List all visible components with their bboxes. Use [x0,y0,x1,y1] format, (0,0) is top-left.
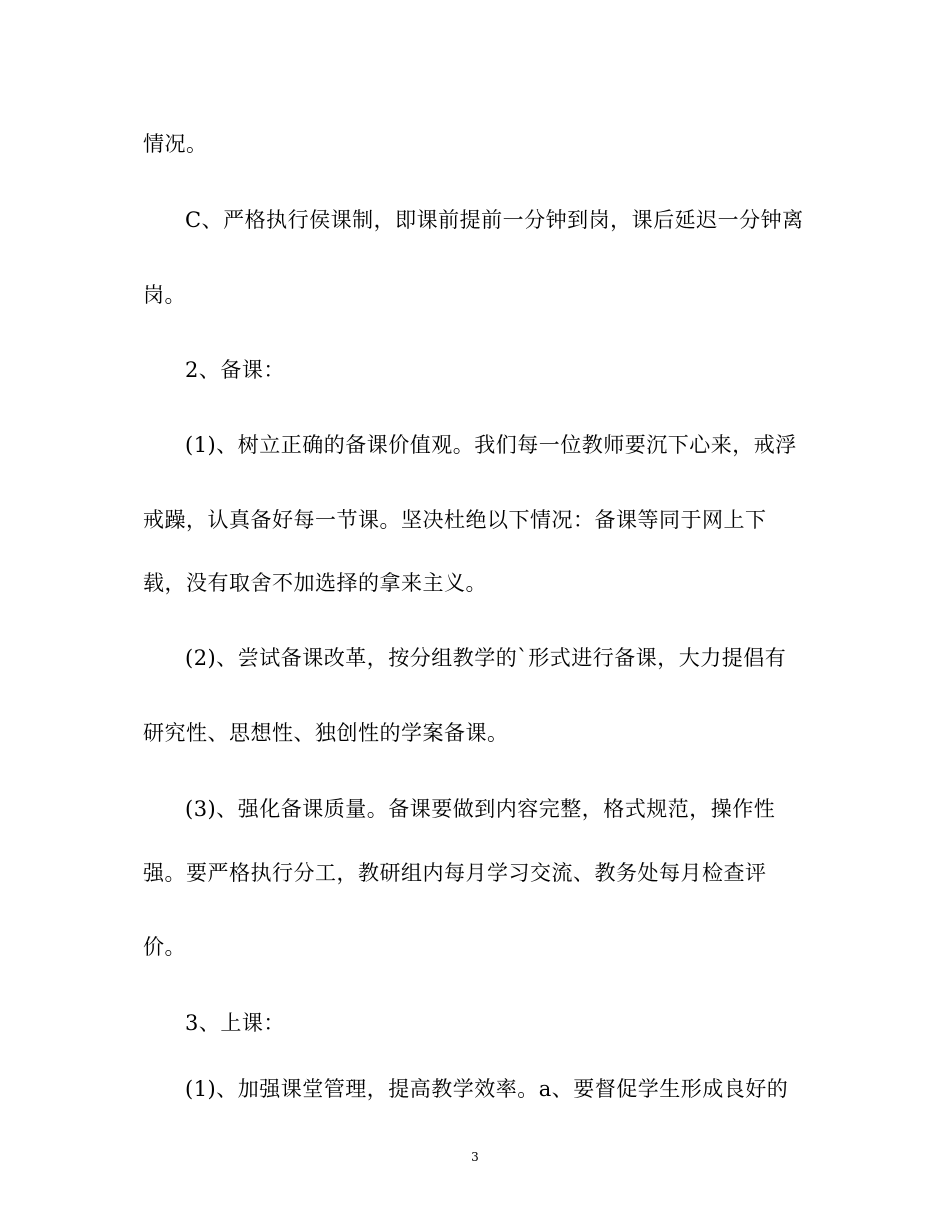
text-line: 研究性、思想性、独创性的学案备课。 [143,721,509,745]
section-heading: 2、备课： [185,358,285,382]
text-line: (3)、强化备课质量。备课要做到内容完整，格式规范，操作性 [185,797,776,821]
text-line: 价。 [143,935,186,959]
text-line: (1)、树立正确的备课价值观。我们每一位教师要沉下心来，戒浮 [185,433,797,457]
text-line: 载，没有取舍不加选择的拿来主义。 [143,571,487,595]
text-line: 岗。 [143,283,186,307]
section-heading: 3、上课： [185,1011,285,1035]
page-number: 3 [471,1150,479,1164]
text-line: C、严格执行侯课制，即课前提前一分钟到岗，课后延迟一分钟离 [185,208,804,232]
text-line: (2)、尝试备课改革，按分组教学的`形式进行备课，大力提倡有 [185,646,787,670]
text-line: 情况。 [143,132,208,156]
text-line: 戒躁，认真备好每一节课。坚决杜绝以下情况：备课等同于网上下 [143,508,767,532]
text-line: 强。要严格执行分工，教研组内每月学习交流、教务处每月检查评 [143,861,767,885]
text-line: (1)、加强课堂管理，提高教学效率。a、要督促学生形成良好的 [185,1077,789,1101]
